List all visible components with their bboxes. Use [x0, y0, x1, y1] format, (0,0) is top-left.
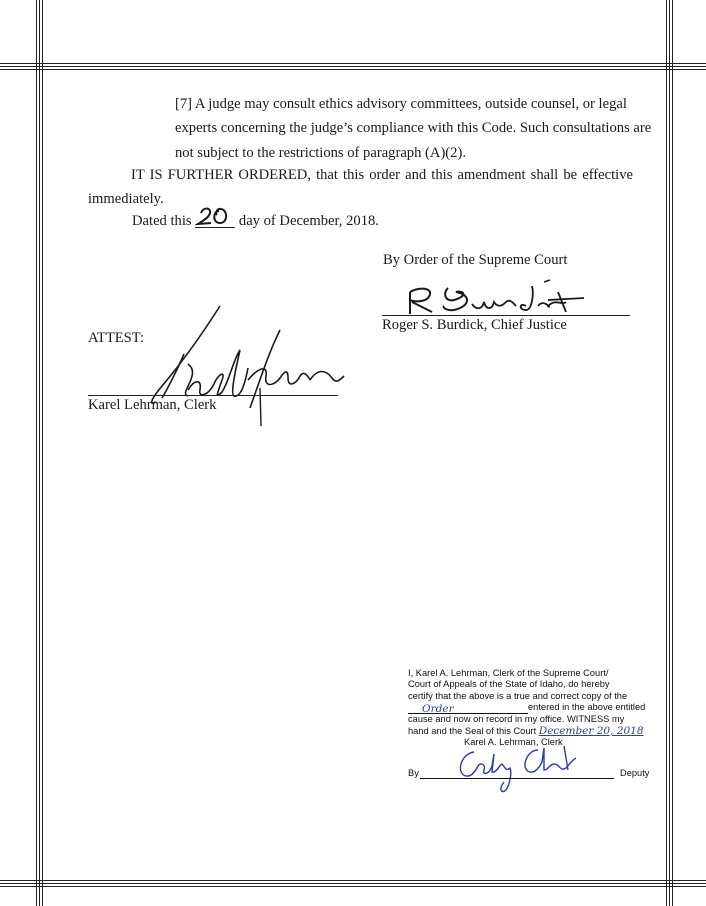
handwritten-certification-date: December 20, 2018 [538, 724, 644, 737]
further-ordered-line: IT IS FURTHER ORDERED, that this order and this amendment shall be effective [131, 167, 633, 183]
top-border-line [0, 69, 706, 70]
further-ordered-line: immediately. [88, 191, 164, 207]
deputy-label: Deputy [620, 768, 650, 778]
bottom-border-line [0, 883, 706, 884]
left-border-line [36, 0, 37, 906]
certification-line-prefix: hand and the Seal of this Court [408, 725, 537, 736]
paragraph-7-line: not subject to the restrictions of paragraph (A)(2). [175, 144, 466, 161]
bottom-border-line [0, 880, 706, 881]
clerk-signature-line [88, 395, 338, 396]
clerk-certification [408, 668, 670, 748]
paragraph-7-line: [7] A judge may consult ethics advisory committees, outside counsel, or legal [175, 96, 627, 112]
certification-line: I, Karel A. Lehrman, Clerk of the Supreme Court/ [408, 668, 609, 678]
clerk-name: Karel Lehrman, Clerk [88, 397, 217, 413]
right-border-line [672, 0, 673, 906]
certification-line [408, 702, 670, 714]
certification-line: cause and now on record in my office. WITNESS my [408, 714, 625, 725]
certification-line: certify that the above is a true and correct copy of the [408, 690, 628, 701]
right-border-line [666, 0, 667, 906]
by-label: By [408, 768, 419, 778]
document-type-blank [408, 704, 528, 714]
paragraph-7-line: experts concerning the judge’s compliance with this Code. Such consultations are [175, 120, 652, 137]
certification-line [408, 726, 670, 737]
attest-label: ATTEST: [88, 330, 145, 346]
certification-line: Court of Appeals of the State of Idaho, do hereby [408, 679, 610, 690]
certification-line-suffix: entered in the above entitled [528, 702, 646, 713]
right-border-line [669, 0, 670, 906]
dated-line [132, 209, 379, 233]
dated-suffix: day of December, 2018. [238, 213, 379, 229]
chief-justice-signature [398, 276, 598, 320]
top-border-line [0, 63, 706, 64]
dated-prefix: Dated this [132, 213, 192, 229]
left-border-line [39, 0, 40, 906]
clerk-signature [118, 298, 348, 438]
deputy-signature [450, 740, 590, 798]
chief-justice-name: Roger S. Burdick, Chief Justice [382, 317, 567, 333]
paragraph-7 [175, 92, 651, 165]
top-border-line [0, 66, 706, 67]
deputy-signature-line [420, 778, 614, 779]
date-blank [195, 211, 235, 228]
bottom-border-line [0, 886, 706, 887]
left-border-line [42, 0, 43, 906]
handwritten-day-20 [195, 205, 235, 227]
chief-justice-signature-line [382, 315, 630, 316]
further-ordered-paragraph [88, 163, 633, 211]
certification-clerk-name: Karel A. Lehrman, Clerk [464, 737, 563, 748]
by-order-text: By Order of the Supreme Court [383, 252, 568, 268]
handwritten-document-type: Order [422, 703, 454, 716]
